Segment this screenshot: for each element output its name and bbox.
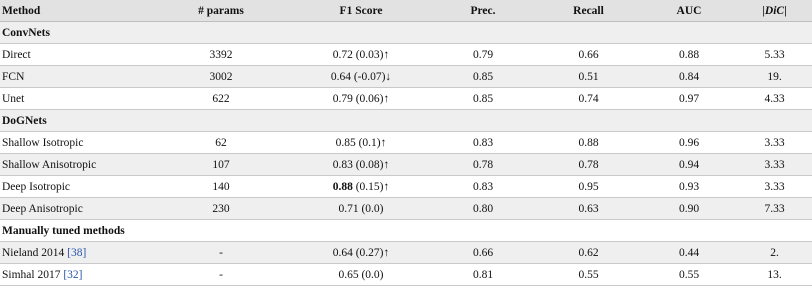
params-cell: -: [150, 264, 290, 286]
header-method: Method: [0, 0, 150, 22]
prec-cell: 0.66: [430, 242, 534, 264]
table-row: [0, 88, 812, 110]
params-cell: 62: [150, 132, 290, 154]
recall-cell: 0.63: [534, 198, 641, 220]
recall-cell: 0.78: [534, 154, 641, 176]
method-name: Direct: [0, 44, 150, 66]
f1-cell: 0.64 (-0.07)↓: [290, 66, 430, 88]
dic-cell: 3.33: [735, 132, 812, 154]
method-name: FCN: [0, 66, 150, 88]
group-row-manual: [0, 220, 812, 242]
recall-cell: 0.55: [534, 264, 641, 286]
f1-delta: (0.15)↑: [352, 180, 390, 193]
dic-cell: 7.33: [735, 198, 812, 220]
method-name: Nieland 2014 [38]: [0, 242, 150, 264]
dic-cell: 4.33: [735, 88, 812, 110]
params-cell: 3392: [150, 44, 290, 66]
params-cell: -: [150, 242, 290, 264]
group-row-convnets: [0, 22, 812, 44]
table-row: [0, 132, 812, 154]
method-name: Deep Isotropic: [0, 176, 150, 198]
f1-cell: 0.85 (0.1)↑: [290, 132, 430, 154]
group-label: DoGNets: [0, 110, 812, 132]
recall-cell: 0.66: [534, 44, 641, 66]
header-row: [0, 0, 812, 22]
auc-cell: 0.97: [641, 88, 735, 110]
f1-best-value: 0.88: [332, 180, 353, 193]
dic-cell: 19.: [735, 66, 812, 88]
params-cell: 230: [150, 198, 290, 220]
table-row: [0, 154, 812, 176]
table-row: [0, 198, 812, 220]
method-name: Simhal 2017 [32]: [0, 264, 150, 286]
table-row: [0, 176, 812, 198]
dic-cell: 2.: [735, 242, 812, 264]
auc-cell: 0.94: [641, 154, 735, 176]
f1-cell: 0.83 (0.08)↑: [290, 154, 430, 176]
method-name: Deep Anisotropic: [0, 198, 150, 220]
group-label: ConvNets: [0, 22, 812, 44]
params-cell: 140: [150, 176, 290, 198]
auc-cell: 0.44: [641, 242, 735, 264]
auc-cell: 0.96: [641, 132, 735, 154]
params-cell: 622: [150, 88, 290, 110]
citation-link[interactable]: [38]: [67, 246, 87, 259]
method-name: Unet: [0, 88, 150, 110]
dic-cell: 3.33: [735, 154, 812, 176]
f1-cell: [290, 176, 430, 198]
auc-cell: 0.88: [641, 44, 735, 66]
header-auc: AUC: [641, 0, 735, 22]
prec-cell: 0.83: [430, 176, 534, 198]
prec-cell: 0.85: [430, 66, 534, 88]
f1-cell: 0.72 (0.03)↑: [290, 44, 430, 66]
f1-cell: 0.65 (0.0): [290, 264, 430, 286]
method-name: Shallow Isotropic: [0, 132, 150, 154]
prec-cell: 0.79: [430, 44, 534, 66]
table-row: [0, 242, 812, 264]
header-f1: F1 Score: [290, 0, 430, 22]
params-cell: 107: [150, 154, 290, 176]
header-dic: |DiC|: [735, 0, 812, 22]
dic-cell: 13.: [735, 264, 812, 286]
group-row-dognets: [0, 110, 812, 132]
method-name: Shallow Anisotropic: [0, 154, 150, 176]
dic-cell: 3.33: [735, 176, 812, 198]
f1-cell: 0.79 (0.06)↑: [290, 88, 430, 110]
prec-cell: 0.80: [430, 198, 534, 220]
header-prec: Prec.: [430, 0, 534, 22]
params-cell: 3002: [150, 66, 290, 88]
auc-cell: 0.55: [641, 264, 735, 286]
recall-cell: 0.88: [534, 132, 641, 154]
table-row: [0, 66, 812, 88]
recall-cell: 0.51: [534, 66, 641, 88]
f1-cell: 0.64 (0.27)↑: [290, 242, 430, 264]
recall-cell: 0.74: [534, 88, 641, 110]
prec-cell: 0.85: [430, 88, 534, 110]
table-row: [0, 44, 812, 66]
auc-cell: 0.84: [641, 66, 735, 88]
header-params: # params: [150, 0, 290, 22]
group-label: Manually tuned methods: [0, 220, 812, 242]
f1-cell: 0.71 (0.0): [290, 198, 430, 220]
citation-link[interactable]: [32]: [63, 268, 83, 281]
recall-cell: 0.95: [534, 176, 641, 198]
auc-cell: 0.90: [641, 198, 735, 220]
table-row: [0, 264, 812, 286]
recall-cell: 0.62: [534, 242, 641, 264]
prec-cell: 0.81: [430, 264, 534, 286]
header-recall: Recall: [534, 0, 641, 22]
prec-cell: 0.78: [430, 154, 534, 176]
prec-cell: 0.83: [430, 132, 534, 154]
auc-cell: 0.93: [641, 176, 735, 198]
dic-cell: 5.33: [735, 44, 812, 66]
